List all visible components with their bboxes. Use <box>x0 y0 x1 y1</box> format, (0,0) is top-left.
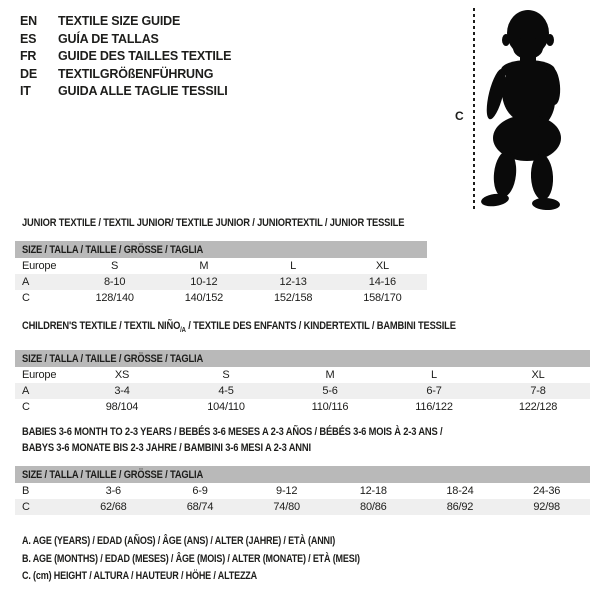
size-cell: M <box>199 260 209 272</box>
language-row <box>20 48 231 66</box>
size-cell: 24-36 <box>533 485 561 497</box>
language-code: EN <box>20 14 37 28</box>
footnotes <box>22 533 434 586</box>
table-row <box>15 258 427 274</box>
size-cell: 4-5 <box>218 385 234 397</box>
language-code: DE <box>20 66 37 81</box>
junior-section-title <box>22 217 472 229</box>
children-section-title <box>22 320 532 334</box>
row-label: C <box>22 292 30 304</box>
size-cell: S <box>222 369 230 381</box>
size-cell: 18-24 <box>446 485 474 497</box>
language-title: GUIDE DES TAILLES TEXTILE <box>58 49 232 63</box>
language-row <box>20 66 231 84</box>
size-cell: XL <box>531 369 545 381</box>
children-size-table <box>15 350 590 415</box>
row-label: Europe <box>22 369 57 381</box>
language-title: GUÍA DE TALLAS <box>58 31 159 46</box>
size-header <box>15 241 427 258</box>
size-header <box>15 466 590 483</box>
size-cell: 3-6 <box>105 485 121 497</box>
size-cell: 122/128 <box>518 401 558 413</box>
size-cell: 5-6 <box>322 385 338 397</box>
size-header-text: SIZE / TALLA / TAILLE / GRÖSSE / TAGLIA <box>22 243 204 256</box>
babies-size-table <box>15 466 590 515</box>
size-header-text: SIZE / TALLA / TAILLE / GRÖSSE / TAGLIA <box>22 352 204 365</box>
size-cell: 104/110 <box>207 401 245 413</box>
height-measure-line <box>473 8 475 209</box>
children-title-text <box>22 320 456 334</box>
size-cell: 98/104 <box>105 401 139 413</box>
table-row <box>15 499 590 515</box>
size-cell: 12-18 <box>359 485 387 497</box>
size-cell: 152/158 <box>273 292 313 304</box>
table-row <box>15 367 590 383</box>
size-cell: S <box>111 260 119 272</box>
row-label: B <box>22 485 30 497</box>
size-header <box>15 350 590 367</box>
size-header-text: SIZE / TALLA / TAILLE / GRÖSSE / TAGLIA <box>22 468 204 481</box>
children-title-subscript: /A <box>180 327 186 335</box>
junior-title-text: JUNIOR TEXTILE / TEXTIL JUNIOR/ TEXTILE JUNIOR / JUNIORTEXTIL / JUNIOR TESSILE <box>22 217 405 229</box>
row-label: A <box>22 276 30 288</box>
size-cell: XL <box>375 260 389 272</box>
footnote-b-text: B. AGE (MONTHS) / EDAD (MESES) / ÂGE (MOIS) / ALTER (MONATE) / ETÀ (MESI) <box>22 552 360 565</box>
table-row <box>15 483 590 499</box>
size-cell: 68/74 <box>186 501 214 513</box>
size-cell: 10-12 <box>190 276 218 288</box>
table-row <box>15 350 590 367</box>
size-cell: 62/68 <box>100 501 127 513</box>
row-label: A <box>22 385 30 397</box>
row-label: C <box>22 401 30 413</box>
junior-size-table <box>15 241 427 306</box>
table-row <box>15 241 427 258</box>
language-header <box>20 13 231 101</box>
language-row <box>20 83 231 101</box>
footnote-a <box>22 533 434 551</box>
size-cell: 6-9 <box>192 485 208 497</box>
footnote-c-text: C. (cm) HEIGHT / ALTURA / HAUTEUR / HÖHE / ALTEZZA <box>22 570 258 582</box>
table-row <box>15 274 427 290</box>
babies-section-title <box>22 424 517 456</box>
children-title-suffix: / TEXTILE DES ENFANTS / KINDERTEXTIL / BAMBINI TESSILE <box>185 320 456 332</box>
size-cell: L <box>290 260 297 272</box>
size-cell: 74/80 <box>273 501 300 513</box>
row-label: Europe <box>22 260 57 272</box>
table-row <box>15 290 427 306</box>
footnote-c <box>22 568 434 586</box>
toddler-silhouette-icon <box>480 8 580 213</box>
language-title: GUIDA ALLE TAGLIE TESSILI <box>58 84 228 98</box>
size-cell: 92/98 <box>533 501 560 513</box>
size-cell: 116/122 <box>415 401 453 413</box>
row-label: C <box>22 501 30 513</box>
language-row <box>20 13 231 31</box>
children-title-prefix: CHILDREN'S TEXTILE / TEXTIL NIÑO <box>22 320 181 332</box>
babies-title-line2: BABYS 3-6 MONATE BIS 2-3 JAHRE / BAMBINI 3-6 MESI A 2-3 ANNI <box>22 442 311 454</box>
size-cell: 14-16 <box>368 276 396 288</box>
table-row <box>15 383 590 399</box>
size-cell: 86/92 <box>446 501 474 513</box>
size-cell: 6-7 <box>426 385 442 397</box>
size-cell: 12-13 <box>279 276 307 288</box>
babies-title-line1: BABIES 3-6 MONTH TO 2-3 YEARS / BEBÉS 3-6 MESES A 2-3 AÑOS / BÉBÉS 3-6 MOIS À 2-3 ANS / <box>22 426 443 438</box>
size-cell: 128/140 <box>95 292 134 304</box>
size-cell: 9-12 <box>276 485 298 497</box>
size-cell: M <box>325 369 335 381</box>
footnote-b <box>22 551 434 569</box>
size-cell: XS <box>114 369 130 381</box>
footnote-a-text: A. AGE (YEARS) / EDAD (AÑOS) / ÂGE (ANS) / ALTER (JAHRE) / ETÀ (ANNI) <box>22 535 336 547</box>
language-title: TEXTILE SIZE GUIDE <box>58 14 181 28</box>
language-title: TEXTILGRÖßENFÜHRUNG <box>58 66 214 81</box>
height-label-c: C <box>455 109 464 123</box>
size-cell: 3-4 <box>114 385 130 397</box>
language-code: ES <box>20 31 37 46</box>
language-row <box>20 31 231 49</box>
size-cell: 140/152 <box>184 292 224 304</box>
size-cell: 7-8 <box>530 385 546 397</box>
size-cell: 80/86 <box>360 501 387 513</box>
size-cell: L <box>431 369 437 381</box>
baby-figure <box>455 5 590 217</box>
language-code: FR <box>20 49 37 63</box>
size-cell: 158/170 <box>363 292 402 304</box>
size-cell: 8-10 <box>104 276 126 288</box>
table-row <box>15 399 590 415</box>
size-cell: 110/116 <box>311 401 349 413</box>
language-code: IT <box>20 84 31 98</box>
table-row <box>15 466 590 483</box>
